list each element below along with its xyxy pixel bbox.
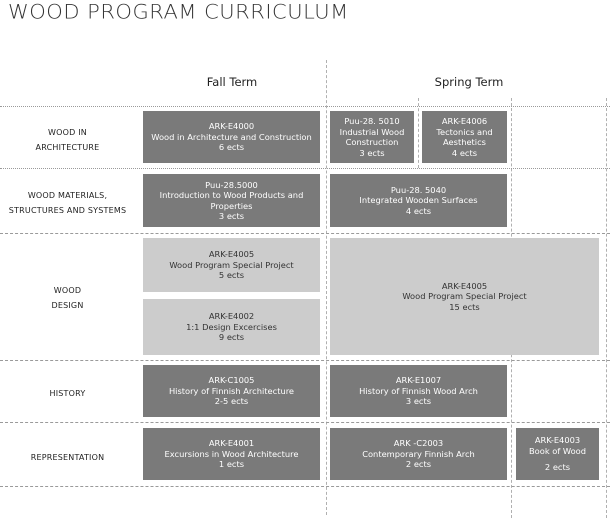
course-text-line: Wood Program Special Project (402, 291, 527, 302)
course-box-ark-e4000 (143, 111, 320, 163)
course-text-line: Puu-28. 5040 (390, 184, 447, 195)
course-box-puu-5040 (330, 174, 507, 227)
row-label-text: HISTORY (49, 388, 86, 398)
row-label-text: REPRESENTATION (30, 452, 105, 462)
row-separator (0, 486, 610, 487)
course-text-line: 1 ects (218, 459, 245, 470)
course-box-ark-e4003 (516, 428, 599, 480)
row-label-wood-in-architecture (0, 120, 135, 160)
course-text-line: Tectonics and (436, 126, 493, 137)
course-text-line: ARK -C2003 (393, 438, 444, 449)
course-text-line: Book of Wood (528, 445, 587, 456)
row-separator (0, 168, 610, 169)
course-box-ark-e4006 (422, 111, 507, 163)
course-text-line: 2-5 ects (214, 396, 249, 407)
term-divider-line (326, 60, 327, 515)
spring-sub-divider-1 (418, 98, 419, 168)
course-text-line: History of Finnish Wood Arch (359, 385, 478, 396)
course-text-line: 1:1 Design Excercises (186, 321, 277, 332)
course-text-line: History of Finnish Architecture (168, 385, 295, 396)
row-label-text: ARCHITECTURE (35, 143, 100, 152)
course-text-line: 15 ects (449, 301, 480, 312)
course-box-ark-c2003 (330, 428, 507, 480)
course-text-line: ARK-E1007 (395, 375, 442, 386)
course-text-line: ARK-E4005 (441, 280, 488, 291)
course-text-line: ARK-E4003 (534, 435, 581, 446)
row-separator (0, 106, 610, 107)
course-text-line: 2 ects (405, 459, 432, 470)
course-text-line: ARK-E4002 (208, 311, 255, 322)
course-text-line: ARK-E4001 (208, 438, 255, 449)
course-text-line: Puu-28.5000 (205, 179, 258, 190)
course-text-line: 3 ects (405, 396, 432, 407)
row-label-text: STRUCTURES AND SYSTEMS (8, 206, 127, 215)
spring-term-header: Spring Term (434, 75, 504, 89)
course-box-ark-e4002 (143, 299, 320, 355)
course-text-line: Excursions in Wood Architecture (164, 448, 299, 459)
course-box-ark-c1005 (143, 365, 320, 417)
row-label-text: WOOD MATERIALS, (27, 191, 108, 200)
course-text-line: Puu-28. 5010 (344, 116, 400, 126)
course-text-line: Properties (210, 200, 253, 211)
course-text-line: Construction (345, 137, 399, 147)
course-box-ark-e1007 (330, 365, 507, 417)
course-box-ark-e4005-fall (143, 238, 320, 292)
course-text-line: 4 ects (405, 205, 432, 216)
course-text-line: 5 ects (218, 270, 245, 281)
course-text-line: 9 ects (218, 332, 245, 343)
course-text-line: Integrated Wooden Surfaces (359, 195, 478, 206)
row-label-wood-design (0, 278, 135, 318)
page-title: WOOD PROGRAM CURRICULUM (8, 0, 349, 24)
course-text-line: ARK-E4005 (208, 249, 255, 260)
course-text-line: 3 ects (218, 211, 245, 221)
course-box-ark-e4001 (143, 428, 320, 480)
course-text-line: ARK-E4000 (208, 121, 255, 132)
right-edge-line (606, 98, 607, 518)
course-text-line: 4 ects (451, 147, 478, 158)
row-separator (0, 233, 610, 234)
row-separator (0, 422, 610, 423)
row-label-history (0, 384, 135, 402)
row-label-wood-materials (0, 183, 135, 223)
course-box-puu-5010 (330, 111, 414, 163)
course-text-line: ARK-C1005 (208, 375, 255, 386)
row-separator (0, 360, 610, 361)
course-text-line: Wood Program Special Project (169, 259, 294, 270)
row-label-text: WOOD IN (48, 128, 87, 137)
course-text-line: Introduction to Wood Products and (159, 190, 304, 200)
course-text-line: 6 ects (218, 142, 245, 153)
course-text-line: Contemporary Finnish Arch (362, 448, 475, 459)
row-label-representation (0, 448, 135, 466)
course-box-puu-5000 (143, 174, 320, 227)
course-text-line: Aesthetics (442, 137, 487, 147)
course-text-line: 2 ects (544, 462, 571, 473)
row-label-text: DESIGN (51, 301, 84, 310)
course-box-ark-e4005-spring (330, 238, 599, 355)
row-label-text: WOOD (53, 286, 82, 295)
course-text-line: ARK-E4006 (441, 116, 488, 126)
course-text-line: Wood in Architecture and Construction (151, 131, 312, 142)
course-text-line: 3 ects (359, 147, 385, 158)
fall-term-header: Fall Term (206, 75, 258, 89)
course-text-line: Industrial Wood (339, 126, 405, 137)
